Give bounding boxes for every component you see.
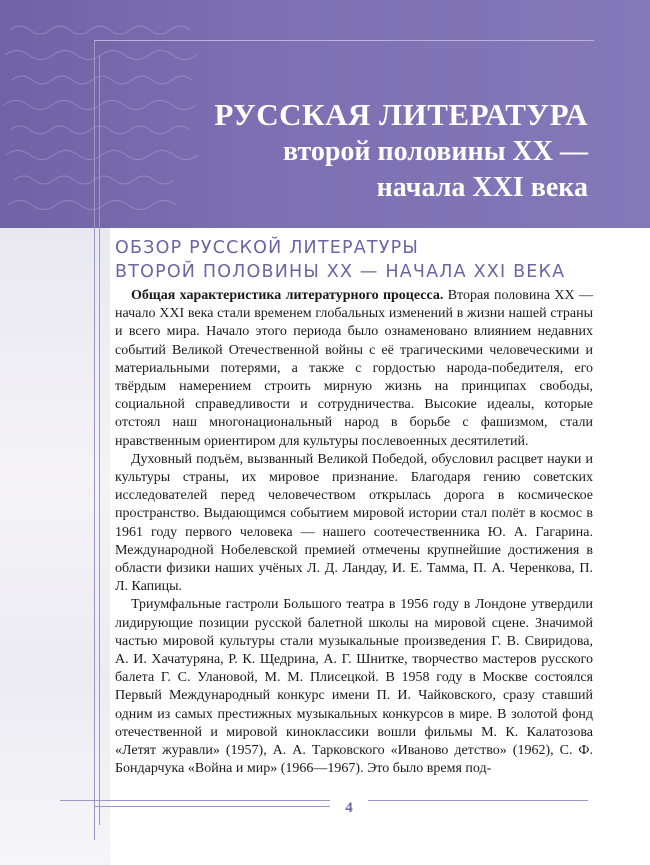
frame-line-top: [94, 40, 594, 41]
paragraph-2: Духовный подъём, вызванный Великой Победой, обусловил расцвет науки и культуры страны, их мировое признание. Благодаря гению советских исследователей перед человечеством открылась дорога в космическое пространство. Выдающимся событием мировой истории стал полёт в космос в 1961 году первого человека — нашего соотечественника Ю. А. Гагарина. Международной Нобелевской премией отмечены крупнейшие достижения в области физики наших учёных Л. Д. Ландау, И. Е. Тамма, П. А. Черенкова, П. Л. Капицы.: [115, 451, 593, 595]
chapter-title: [108, 96, 588, 206]
frame-line-bottom-1: [60, 800, 330, 801]
section-title-line2: ВТОРОЙ ПОЛОВИНЫ XX — НАЧАЛА XXI ВЕКА: [115, 262, 566, 282]
page-number: 4: [345, 800, 353, 816]
body-text: [115, 287, 593, 778]
frame-line-left-1: [94, 40, 95, 840]
frame-line-bottom-right: [368, 800, 588, 801]
header-band: [0, 0, 650, 228]
paragraph-3: Триумфальные гастроли Большого театра в 1956 году в Лондоне утвердили лидирующие позиции русской балетной школы на мировой сцене. Значимой частью мировой культуры стали музыкальные произведения Г. В. Свиридова, А. И. Хачатуряна, Р. К. Щедрина, А. Г. Шнитке, творчество мастеров русского балета Г. С. Улановой, М. М. Плисецкой. В 1958 году в Москве состоялся Первый Международный конкурс имени П. И. Чайковского, сразу ставший одним из самых престижных музыкальных конкурсов в мире. В золотой фонд отечественной и мировой киноклассики вошли фильмы М. К. Калатозова «Летят журавли» (1957), А. А. Тарковского «Иваново детство» (1962), С. Ф. Бондарчука «Война и мир» (1966—1967). Это было время под-: [115, 597, 593, 777]
paragraph-lead: Общая характеристика литературного процесса.: [131, 288, 444, 303]
section-title: [115, 236, 595, 284]
chapter-title-line3: начала XXI века: [376, 172, 588, 203]
paragraph-1-text: Вторая половина XX — начало XXI века стали временем глобальных изменений в жизни нашей страны и всего мира. Начало этого периода было ознаменовано влиянием недавних событий Великой Отечественной войны с её трагическими человеческими и материальными потерями, а также с гордостью народа-победителя, его твёрдым намерением строить мирную жизнь на принципах свободы, социальной справедливости и сотрудничества. Высокие идеалы, которые отстоял наш многонациональный народ в борьбе с фашизмом, стали нравственным ориентиром для культуры послевоенных десятилетий.: [115, 288, 593, 449]
section-title-line1: ОБЗОР РУССКОЙ ЛИТЕРАТУРЫ: [115, 238, 420, 258]
chapter-title-line1: РУССКАЯ ЛИТЕРАТУРА: [214, 97, 588, 132]
chapter-title-line2: второй половины XX —: [283, 136, 588, 167]
frame-line-bottom-2: [94, 806, 330, 807]
paragraph-1: [115, 287, 593, 451]
frame-line-left-2: [99, 55, 100, 825]
